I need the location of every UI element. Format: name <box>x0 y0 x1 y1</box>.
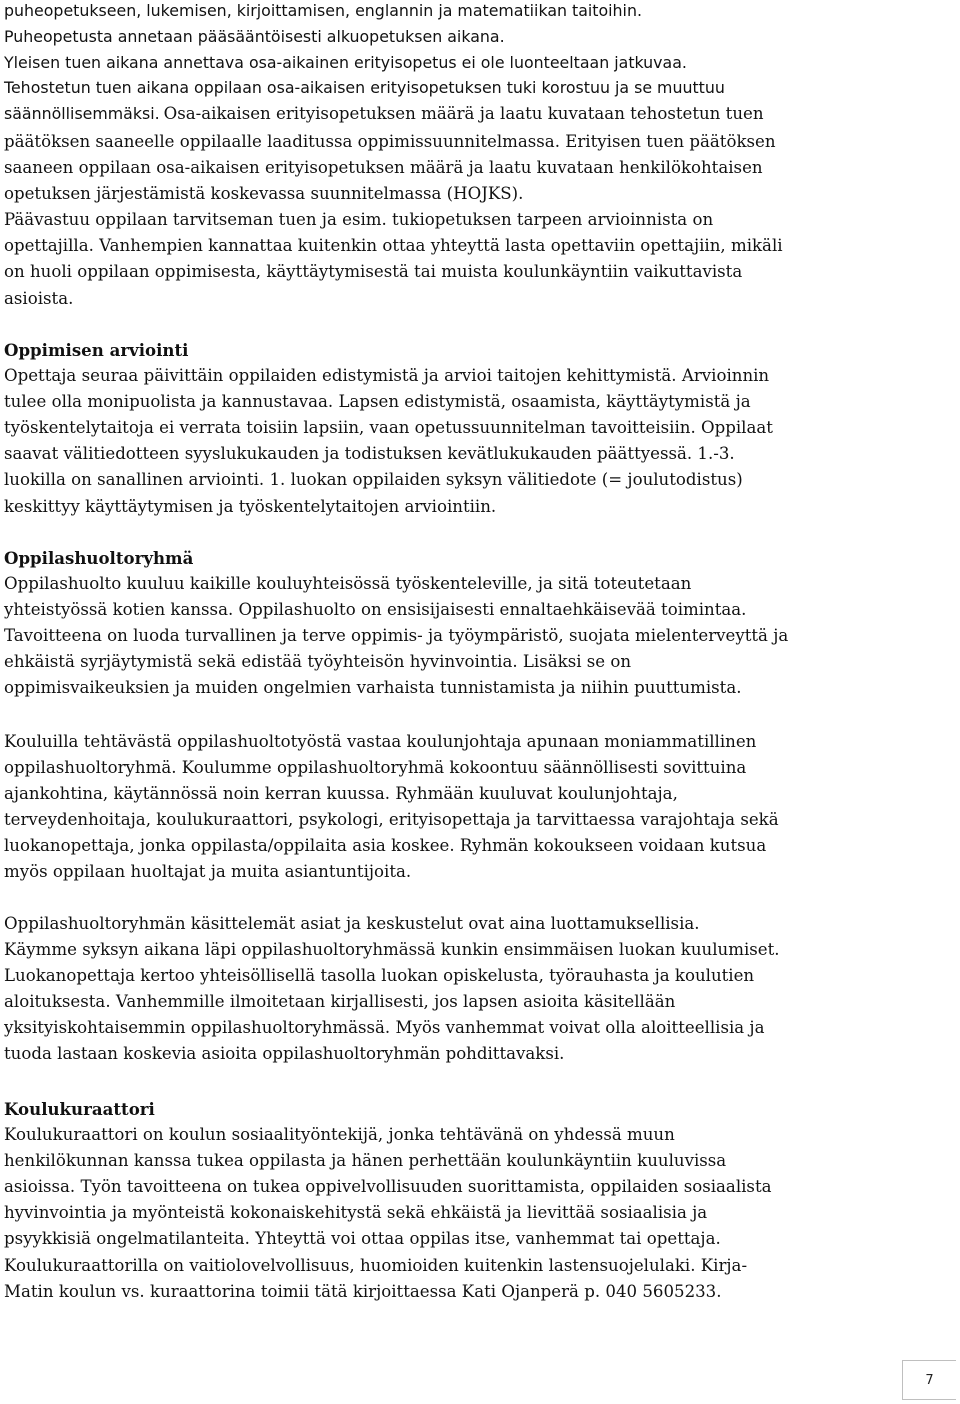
text-line: luokanopettaja, jonka oppilasta/oppilaita asia koskee. Ryhmän kokoukseen voidaan kutsua <box>4 836 767 856</box>
text-line: oppimisvaikeuksien ja muiden ongelmien varhaista tunnistamista ja niihin puuttumista. <box>4 678 742 698</box>
text-line: asioista. <box>4 288 74 308</box>
text-line: Tavoitteena on luoda turvallinen ja terve oppimis- ja työympäristö, suojata mielenterveyttä ja <box>4 626 789 646</box>
text-line: saavat välitiedotteen syyslukukauden ja todistuksen kevätlukukauden päättyessä. 1.-3. <box>4 444 735 464</box>
mixed-line <box>4 101 764 127</box>
text-line: asioissa. Työn tavoitteena on tukea oppivelvollisuuden suorittamista, oppilaiden sosiaalista <box>4 1177 772 1197</box>
text-line: Yleisen tuen aikana annettava osa-aikainen erityisopetus ei ole luonteeltaan jatkuvaa. <box>4 52 687 72</box>
text-line: päätöksen saaneelle oppilaalle laaditussa oppimissuunnitelmassa. Erityisen tuen päätöksen <box>4 132 776 151</box>
intro-serif-block <box>4 129 783 312</box>
text-line: Koulukuraattori on koulun sosiaalityöntekijä, jonka tehtävänä on yhdessä muun <box>4 1125 675 1145</box>
text-line: opettajilla. Vanhempien kannattaa kuitenkin ottaa yhteyttä lasta opettaviin opettajiin, mikäli <box>4 236 783 256</box>
text-line: Matin koulun vs. kuraattorina toimii tätä kirjoittaessa Kati Ojanperä p. 040 5605233. <box>4 1281 722 1301</box>
text-line: on huoli oppilaan oppimisesta, käyttäytymisestä tai muista koulunkäyntiin vaikuttavista <box>4 262 743 282</box>
text-line: myös oppilaan huoltajat ja muita asiantuntijoita. <box>4 862 412 882</box>
paragraph-oppilashuolto-3 <box>4 911 780 1068</box>
text-line: psyykkisiä ongelmatilanteita. Yhteyttä voi ottaa oppilas itse, vanhemmat tai opettaja. <box>4 1229 721 1249</box>
text-line: ajankohtina, käytännössä noin kerran kuussa. Ryhmään kuuluvat koulunjohtaja, <box>4 784 678 804</box>
text-line: Tehostetun tuen aikana oppilaan osa-aikaisen erityisopetuksen tuki korostuu ja se muuttuu <box>4 78 725 98</box>
text-line: henkilökunnan kanssa tukea oppilasta ja hänen perhettään koulunkäyntiin kuuluvissa <box>4 1151 727 1171</box>
text-line: työskentelytaitoja ei verrata toisiin lapsiin, vaan opetussuunnitelman tavoitteisiin. Oppilaat <box>4 418 773 438</box>
text-line: opetuksen järjestämistä koskevassa suunnitelmassa (HOJKS). <box>4 184 524 204</box>
section-arviointi <box>4 337 773 520</box>
text-line: saaneen oppilaan osa-aikaisen erityisopetuksen määrä ja laatu kuvataan henkilökohtaisen <box>4 158 763 178</box>
text-line: Oppilashuolto kuuluu kaikille kouluyhteisössä työskenteleville, ja sitä toteutetaan <box>4 574 692 594</box>
text-line: keskittyy käyttäytymisen ja työskentelytaitojen arviointiin. <box>4 496 497 516</box>
text-line: yksityiskohtaisemmin oppilashuoltoryhmässä. Myös vanhemmat voivat olla aloitteellisia ja <box>4 1018 765 1038</box>
section-kuraattori <box>4 1096 772 1305</box>
text-fragment: säännöllisemmäksi. <box>4 104 160 123</box>
text-line: tulee olla monipuolista ja kannustavaa. Lapsen edistymistä, osaamista, käyttäytymistä ja <box>4 392 751 412</box>
text-line: Luokanopettaja kertoo yhteisöllisellä tasolla luokan opiskelusta, työrauhasta ja koulutien <box>4 966 755 986</box>
page-number: 7 <box>902 1360 956 1400</box>
text-line: terveydenhoitaja, koulukuraattori, psykologi, erityisopettaja ja tarvittaessa varajohtaja sekä <box>4 810 779 830</box>
text-line: oppilashuoltoryhmä. Koulumme oppilashuoltoryhmä kokoontuu säännöllisesti sovittuina <box>4 758 747 778</box>
text-line: Koulukuraattorilla on vaitiolovelvollisuus, huomioiden kuitenkin lastensuojelulaki. Kirja- <box>4 1255 748 1275</box>
text-line: Päävastuu oppilaan tarvitseman tuen ja esim. tukiopetuksen tarpeen arvioinnista on <box>4 210 714 230</box>
section-heading: Koulukuraattori <box>4 1099 155 1119</box>
text-line: Käymme syksyn aikana läpi oppilashuoltoryhmässä kunkin ensimmäisen luokan kuulumiset. <box>4 940 780 960</box>
section-heading: Oppilashuoltoryhmä <box>4 548 194 568</box>
text-line: Kouluilla tehtävästä oppilashuoltotyöstä vastaa koulunjohtaja apunaan moniammatillinen <box>4 732 757 751</box>
text-line: ehkäistä syrjäytymistä sekä edistää työyhteisön hyvinvointia. Lisäksi se on <box>4 652 632 672</box>
text-line: yhteistyössä kotien kanssa. Oppilashuolto on ensisijaisesti ennaltaehkäisevää toimintaa. <box>4 600 747 620</box>
text-line: Opettaja seuraa päivittäin oppilaiden edistymistä ja arvioi taitojen kehittymistä. Arvioinnin <box>4 366 770 386</box>
section-heading: Oppimisen arviointi <box>4 340 189 360</box>
text-line: hyvinvointia ja myönteistä kokonaiskehitystä sekä ehkäistä ja lievittää sosiaalisia ja <box>4 1203 708 1223</box>
intro-sans-block <box>4 0 725 101</box>
text-line: luokilla on sanallinen arviointi. 1. luokan oppilaiden syksyn välitiedote (= joulutodistus) <box>4 470 743 490</box>
text-line: Puheopetusta annetaan pääsääntöisesti alkuopetuksen aikana. <box>4 26 505 46</box>
paragraph-oppilashuolto-2 <box>4 729 779 886</box>
section-oppilashuolto <box>4 545 788 702</box>
text-line: puheopetukseen, lukemisen, kirjoittamisen, englannin ja matematiikan taitoihin. <box>4 1 642 20</box>
text-line: Oppilashuoltoryhmän käsittelemät asiat ja keskustelut ovat aina luottamuksellisia. <box>4 914 700 933</box>
text-line: tuoda lastaan koskevia asioita oppilashuoltoryhmän pohdittavaksi. <box>4 1044 565 1064</box>
text-fragment: Osa-aikaisen erityisopetuksen määrä ja laatu kuvataan tehostetun tuen <box>163 104 764 123</box>
text-line: aloituksesta. Vanhemmille ilmoitetaan kirjallisesti, jos lapsen asioita käsitellään <box>4 992 676 1012</box>
